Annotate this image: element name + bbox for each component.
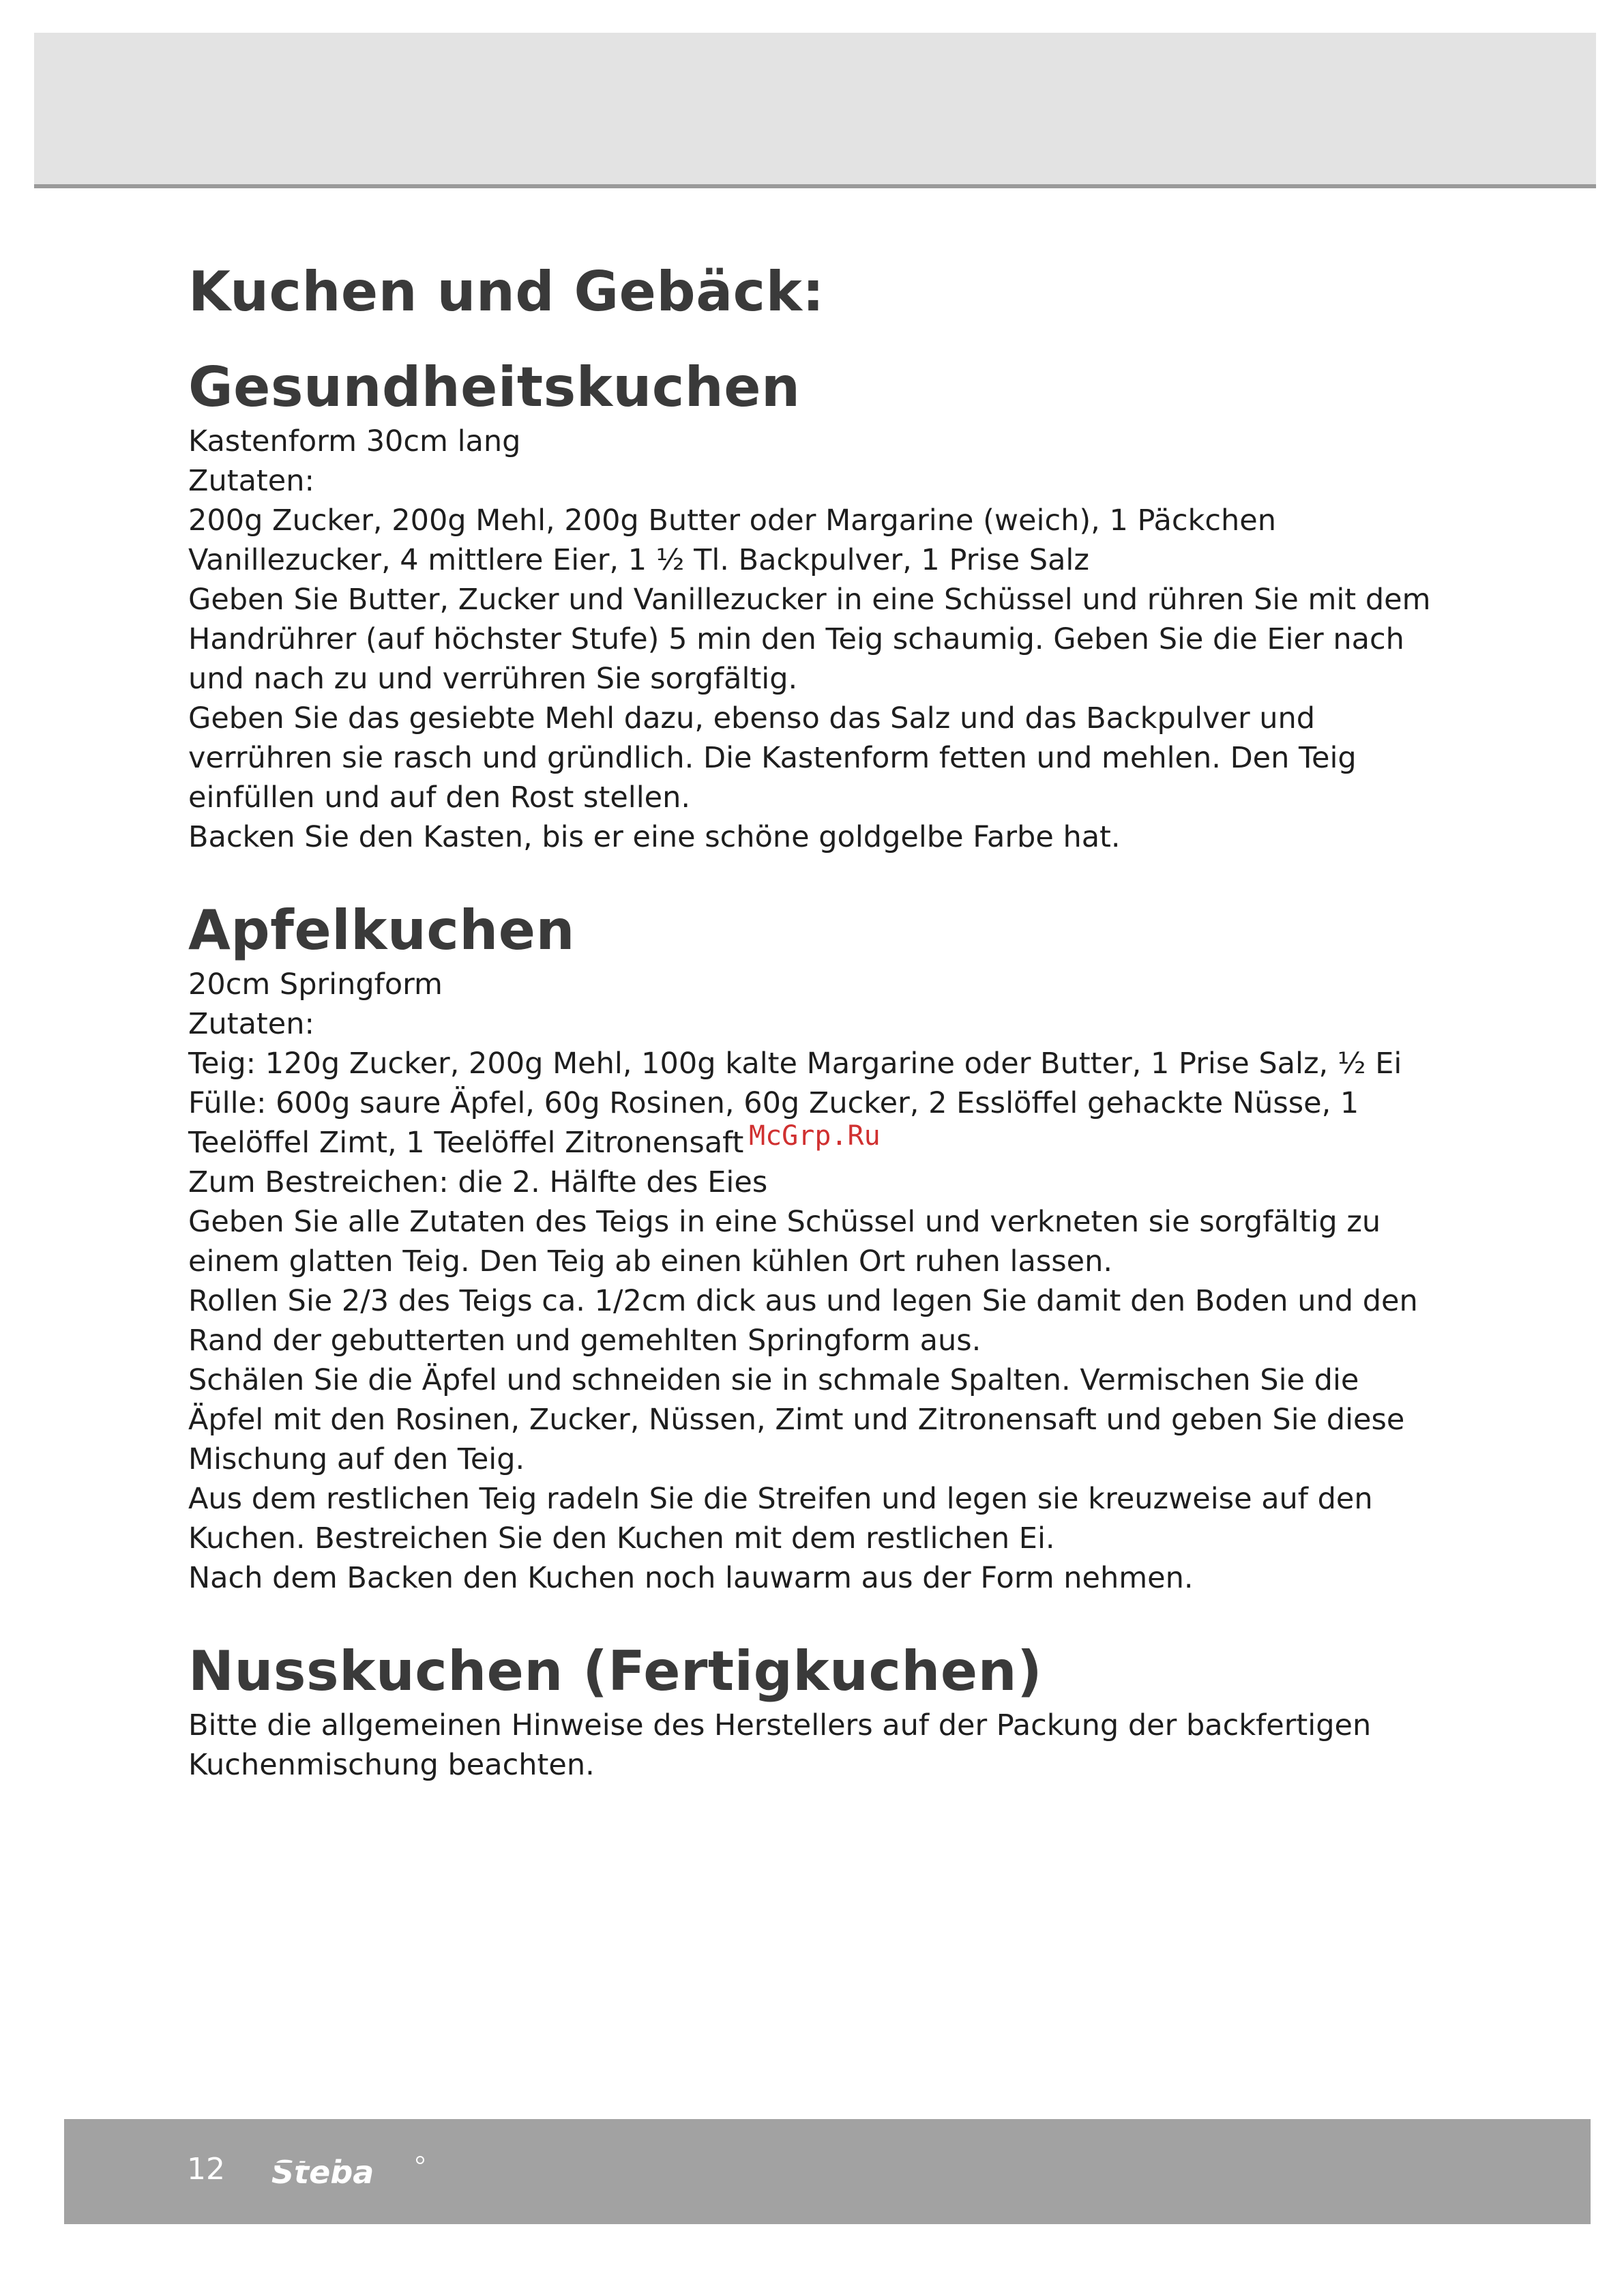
header-band: [34, 33, 1596, 188]
recipe-line: Teig: 120g Zucker, 200g Mehl, 100g kalte Margarine oder Butter, 1 Prise Salz, ½ Ei: [188, 1047, 1402, 1081]
page-content: [188, 254, 1484, 1785]
watermark: McGrp.Ru: [749, 1120, 881, 1152]
recipe-line: Geben Sie das gesiebte Mehl dazu, ebenso das Salz und das Backpulver und: [188, 701, 1316, 735]
recipe-line: Bitte die allgemeinen Hinweise des Herstellers auf der Packung der backfertigen: [188, 1708, 1372, 1742]
recipe-line: Aus dem restlichen Teig radeln Sie die Streifen und legen sie kreuzweise auf den: [188, 1482, 1373, 1516]
recipe-gesundheitskuchen: [188, 353, 1484, 857]
page-heading: Kuchen und Gebäck:: [188, 260, 825, 323]
recipe-line: verrühren sie rasch und gründlich. Die Kastenform fetten und mehlen. Den Teig: [188, 741, 1357, 775]
steba-logo-text: Steba: [271, 2154, 374, 2191]
recipe-title: Apfelkuchen: [188, 899, 575, 962]
recipe-nusskuchen: [188, 1637, 1484, 1785]
recipe-line: Mischung auf den Teig.: [188, 1442, 525, 1476]
recipe-title: Nusskuchen (Fertigkuchen): [188, 1639, 1043, 1703]
steba-logo: [269, 2149, 432, 2197]
recipe-line: Backen Sie den Kasten, bis er eine schöne goldgelbe Farbe hat.: [188, 820, 1121, 854]
recipe-line: Geben Sie Butter, Zucker und Vanillezucker in eine Schüssel und rühren Sie mit dem: [188, 583, 1431, 617]
recipe-line: Vanillezucker, 4 mittlere Eier, 1 ½ Tl. Backpulver, 1 Prise Salz: [188, 543, 1089, 577]
recipe-title: Gesundheitskuchen: [188, 355, 801, 419]
recipe-line: Rollen Sie 2/3 des Teigs ca. 1/2cm dick aus und legen Sie damit den Boden und den: [188, 1284, 1418, 1318]
recipe-line: Nach dem Backen den Kuchen noch lauwarm aus der Form nehmen.: [188, 1561, 1194, 1595]
recipe-line: und nach zu und verrühren Sie sorgfältig.: [188, 662, 798, 696]
footer-band: [64, 2119, 1591, 2224]
recipe-line: einfüllen und auf den Rost stellen.: [188, 780, 691, 815]
recipe-line: 20cm Springform: [188, 967, 443, 1002]
recipe-line: Äpfel mit den Rosinen, Zucker, Nüssen, Zimt und Zitronensaft und geben Sie diese: [188, 1403, 1405, 1437]
recipe-line: Rand der gebutterten und gemehlten Springform aus.: [188, 1324, 981, 1358]
recipe-line: 200g Zucker, 200g Mehl, 200g Butter oder Margarine (weich), 1 Päckchen: [188, 504, 1276, 538]
recipe-line: Kuchenmischung beachten.: [188, 1748, 595, 1782]
recipe-line: Kastenform 30cm lang: [188, 424, 521, 458]
recipe-line: Handrührer (auf höchster Stufe) 5 min den Teig schaumig. Geben Sie die Eier nach: [188, 622, 1404, 656]
recipe-line: Geben Sie alle Zutaten des Teigs in eine Schüssel und verkneten sie sorgfältig zu: [188, 1205, 1381, 1239]
recipe-line: Zum Bestreichen: die 2. Hälfte des Eies: [188, 1165, 768, 1199]
recipe-line: einem glatten Teig. Den Teig ab einen kühlen Ort ruhen lassen.: [188, 1244, 1113, 1279]
recipe-apfelkuchen: [188, 896, 1484, 1598]
recipe-line: Schälen Sie die Äpfel und schneiden sie in schmale Spalten. Vermischen Sie die: [188, 1363, 1359, 1397]
recipe-line: Zutaten:: [188, 1007, 314, 1041]
recipe-line: Zutaten:: [188, 464, 314, 498]
recipe-line: Kuchen. Bestreichen Sie den Kuchen mit dem restlichen Ei.: [188, 1521, 1055, 1556]
page-number: 12: [187, 2152, 225, 2187]
recipe-line: Fülle: 600g saure Äpfel, 60g Rosinen, 60g Zucker, 2 Esslöffel gehackte Nüsse, 1: [188, 1086, 1359, 1120]
recipe-line: Teelöffel Zimt, 1 Teelöffel Zitronensaft: [188, 1126, 744, 1160]
